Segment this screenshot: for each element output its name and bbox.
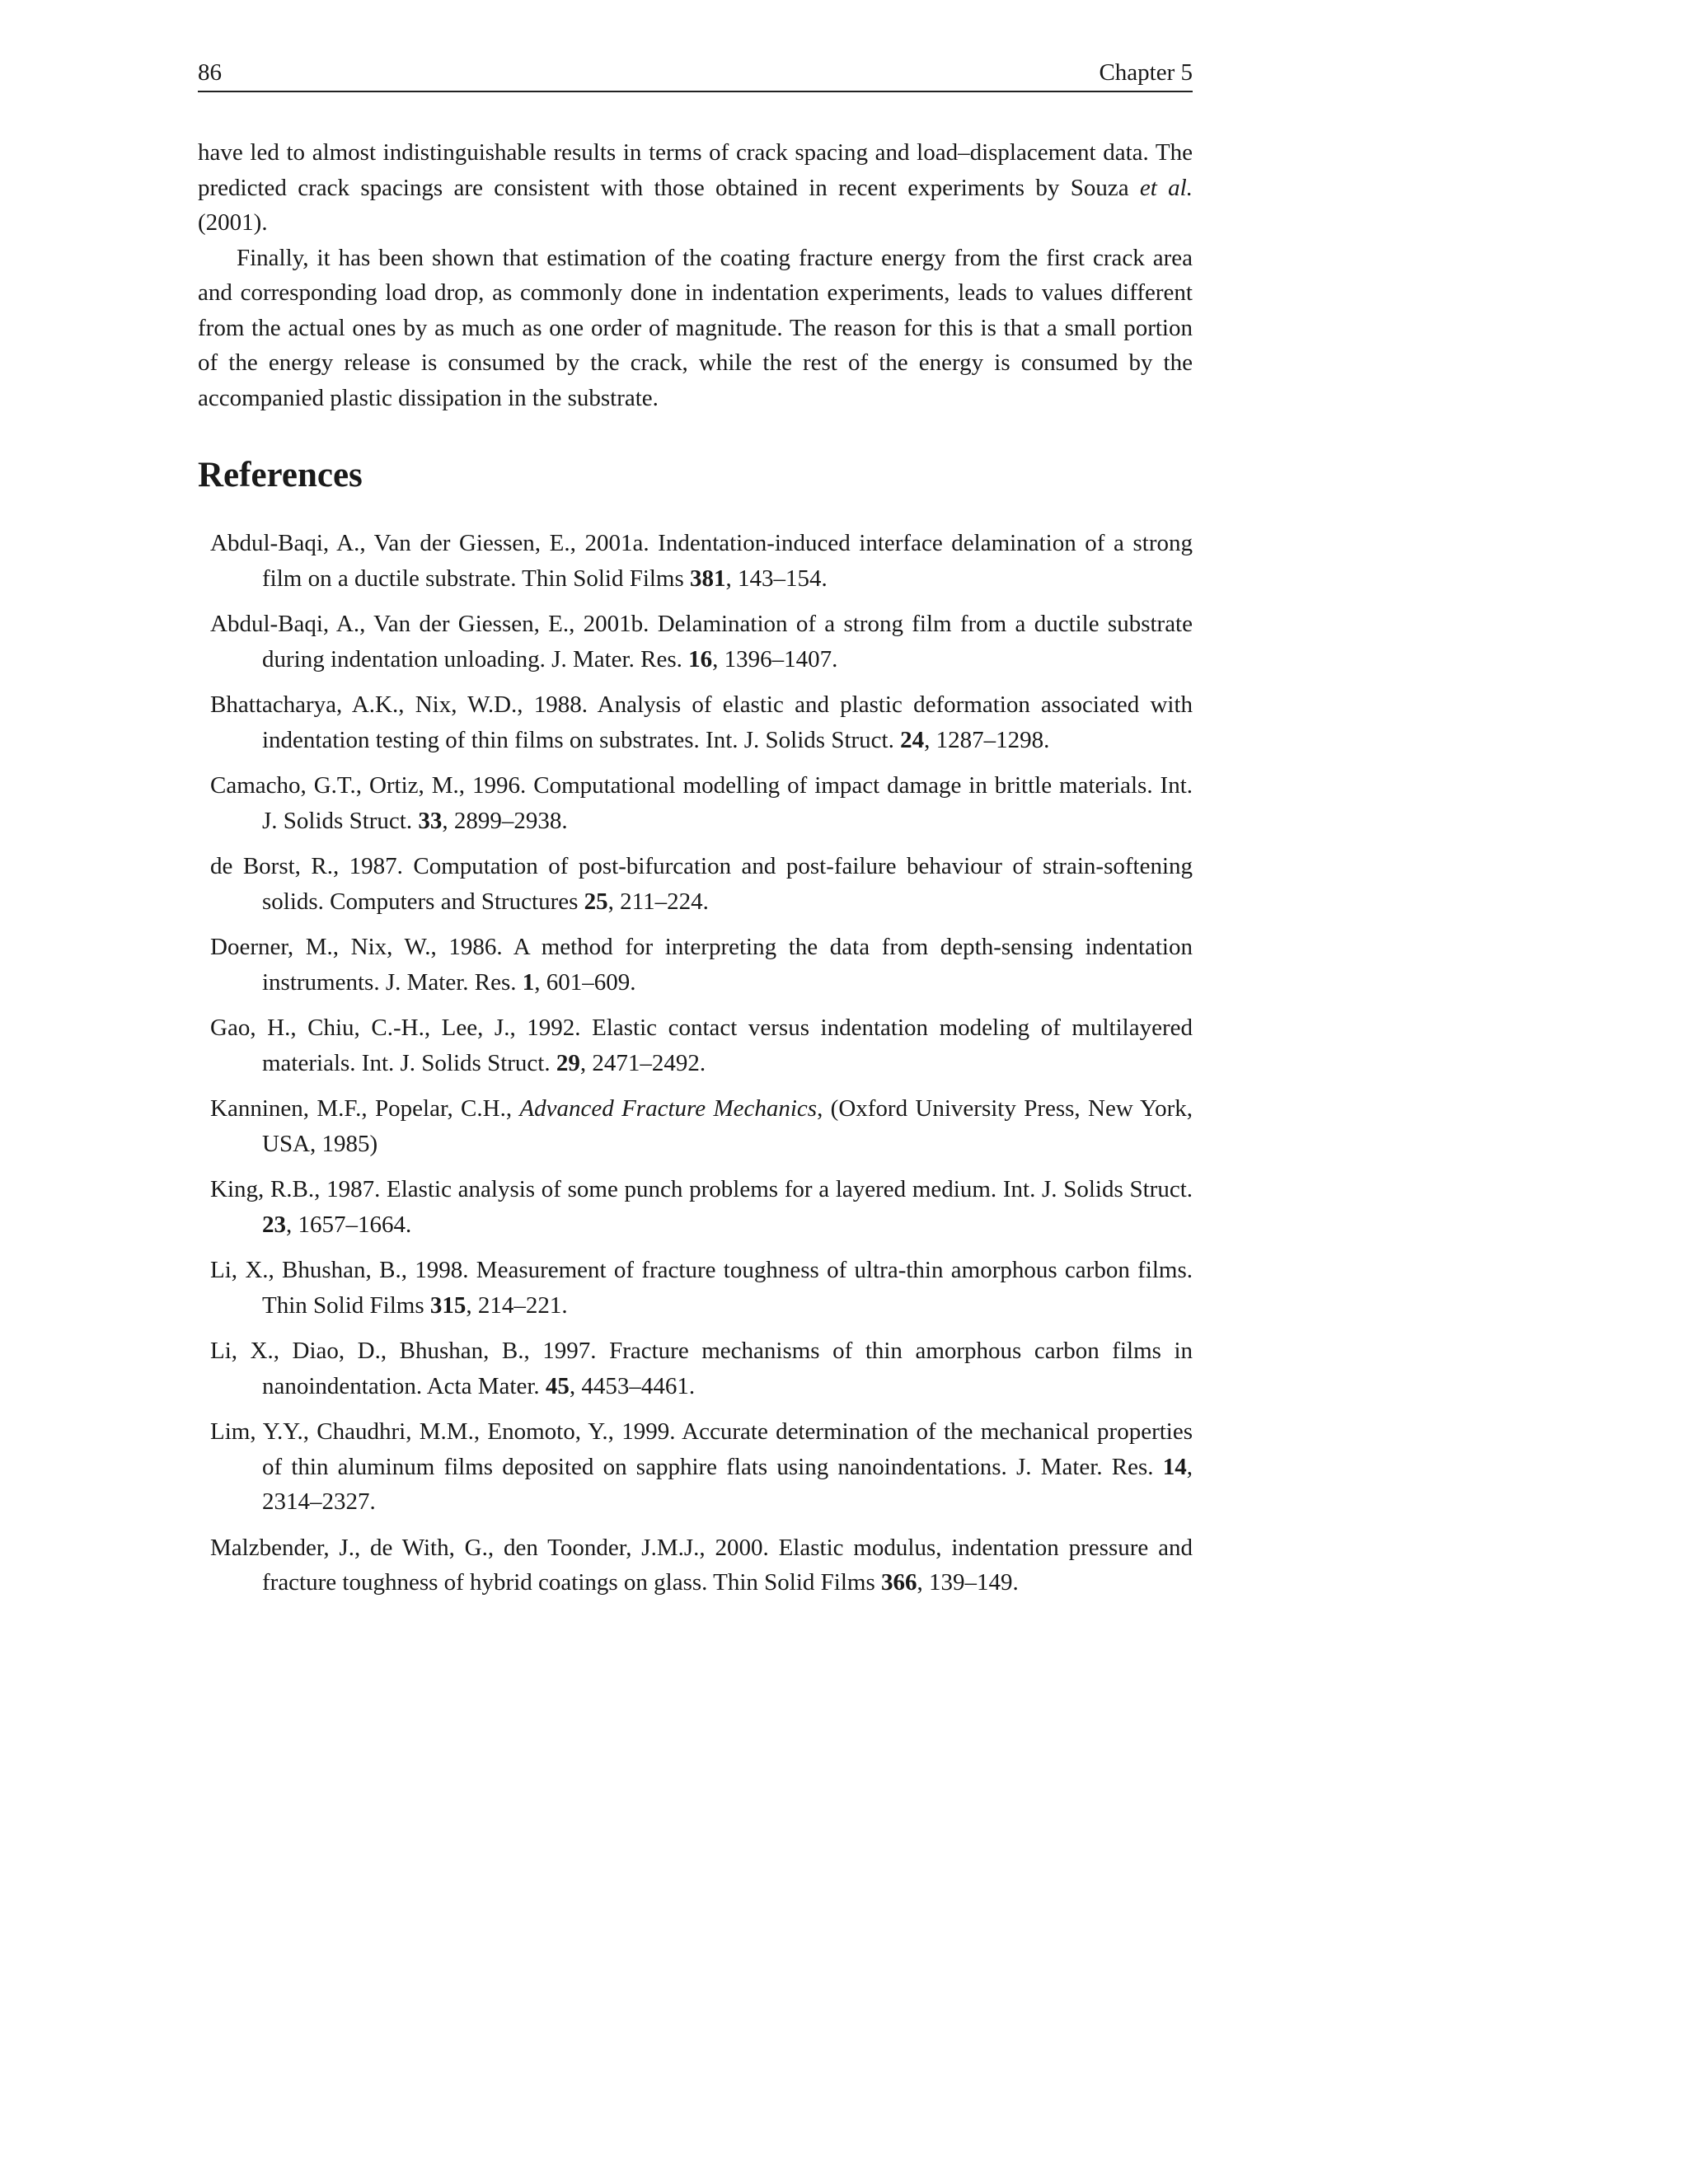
reference-text: Li, X., Bhushan, B., 1998. Measurement of fracture toughness of ultra-thin amorphous carbon films. Thin Solid Films [210, 1257, 1193, 1319]
reference-volume: 23 [262, 1211, 286, 1238]
reference-text: Lim, Y.Y., Chaudhri, M.M., Enomoto, Y., 1999. Accurate determination of the mechanical properties of thin aluminum films deposited on sapphire flats using nanoindentations. J. Mater. Res. [210, 1418, 1193, 1480]
running-head [198, 58, 1193, 92]
reference-pages: , 4453–4461. [569, 1372, 696, 1399]
reference-pages: , 2314–2327. [262, 1453, 1193, 1515]
reference-item [210, 1091, 1193, 1161]
reference-pages: , 214–221. [466, 1291, 568, 1319]
reference-item [210, 1172, 1193, 1242]
reference-item [210, 1414, 1193, 1520]
reference-volume: 366 [880, 1569, 917, 1596]
reference-text: Bhattacharya, A.K., Nix, W.D., 1988. Analysis of elastic and plastic deformation associated with indentation testing of thin films on substrates. Int. J. Solids Struct. [210, 691, 1193, 753]
reference-item [210, 526, 1193, 596]
reference-volume: 14 [1162, 1453, 1187, 1480]
reference-pages: , 1657–1664. [286, 1211, 412, 1238]
reference-pages: , 143–154. [725, 565, 828, 592]
paragraph-1-text: have led to almost indistinguishable results in terms of crack spacing and load–displacement data. The predicted crack spacings are consistent with those obtained in recent experiments by Souza [198, 139, 1193, 201]
reference-item [210, 768, 1193, 838]
et-al: et al. [1139, 174, 1193, 201]
reference-volume: 29 [556, 1049, 580, 1076]
paragraph-1-end: (2001). [198, 209, 268, 236]
reference-pages: , 139–149. [917, 1569, 1019, 1596]
reference-text: Li, X., Diao, D., Bhushan, B., 1997. Fracture mechanisms of thin amorphous carbon films in nanoindentation. Acta Mater. [210, 1338, 1193, 1399]
reference-text: Camacho, G.T., Ortiz, M., 1996. Computational modelling of impact damage in brittle materials. Int. J. Solids Struct. [210, 772, 1193, 834]
reference-pages: , 211–224. [607, 888, 709, 915]
reference-volume: 381 [690, 565, 726, 592]
paragraph-2: Finally, it has been shown that estimation of the coating fracture energy from the first crack area and corresponding load drop, as commonly done in indentation experiments, leads to values different from the actual ones by as much as one order of magnitude. The reason for this is that a small portion of the energy release is consumed by the crack, while the rest of the energy is consumed by the accompanied plastic dissipation in the substrate. [198, 244, 1193, 411]
reference-text: Abdul-Baqi, A., Van der Giessen, E., 2001b. Delamination of a strong film from a ductile substrate during indentation unloading. J. Mater. Res. [210, 611, 1193, 673]
reference-item [210, 849, 1193, 919]
reference-item [210, 1253, 1193, 1323]
reference-pages: , 1396–1407. [712, 645, 838, 673]
reference-item [210, 930, 1193, 1000]
reference-volume: 45 [545, 1372, 570, 1399]
reference-item [210, 1010, 1193, 1080]
reference-list [198, 526, 1193, 1601]
reference-pages: , 2471–2492. [579, 1049, 706, 1076]
reference-text: Gao, H., Chiu, C.-H., Lee, J., 1992. Elastic contact versus indentation modeling of multilayered materials. Int. J. Solids Struct. [210, 1015, 1193, 1076]
reference-text: Malzbender, J., de With, G., den Toonder, J.M.J., 2000. Elastic modulus, indentation pressure and fracture toughness of hybrid coatings on glass. Thin Solid Films [210, 1534, 1193, 1596]
reference-text: King, R.B., 1987. Elastic analysis of some punch problems for a layered medium. Int. J. Solids Struct. [210, 1176, 1193, 1202]
reference-item [210, 607, 1193, 677]
reference-pages: , 1287–1298. [924, 726, 1050, 753]
paragraph-1 [198, 135, 1193, 241]
reference-volume: 16 [688, 645, 713, 673]
reference-volume: 1 [522, 968, 535, 996]
page [198, 58, 1193, 1611]
reference-book-title: Advanced Fracture Mechanics [519, 1095, 818, 1122]
reference-text: Doerner, M., Nix, W., 1986. A method for interpreting the data from depth-sensing indentation instruments. J. Mater. Res. [210, 934, 1193, 996]
page-number: 86 [198, 59, 222, 86]
reference-pages: , 601–609. [534, 968, 636, 996]
reference-pages: , (Oxford University Press, New York, USA, 1985) [262, 1095, 1193, 1157]
reference-text: Kanninen, M.F., Popelar, C.H., [210, 1095, 520, 1122]
reference-item [210, 1530, 1193, 1601]
reference-volume: 24 [900, 726, 925, 753]
reference-item [210, 1333, 1193, 1404]
references-heading: References [198, 456, 363, 494]
reference-volume: 315 [429, 1291, 467, 1319]
reference-pages: , 2899–2938. [442, 807, 568, 834]
chapter-label: Chapter 5 [1099, 59, 1193, 86]
reference-volume: 25 [584, 888, 608, 915]
body-text [198, 135, 1193, 415]
reference-text: Abdul-Baqi, A., Van der Giessen, E., 2001a. Indentation-induced interface delamination of a strong film on a ductile substrate. Thin Solid Films [210, 530, 1193, 592]
reference-text: de Borst, R., 1987. Computation of post-bifurcation and post-failure behaviour of strain-softening solids. Computers and Structures [210, 853, 1193, 915]
reference-item [210, 687, 1193, 757]
reference-volume: 33 [418, 807, 443, 834]
